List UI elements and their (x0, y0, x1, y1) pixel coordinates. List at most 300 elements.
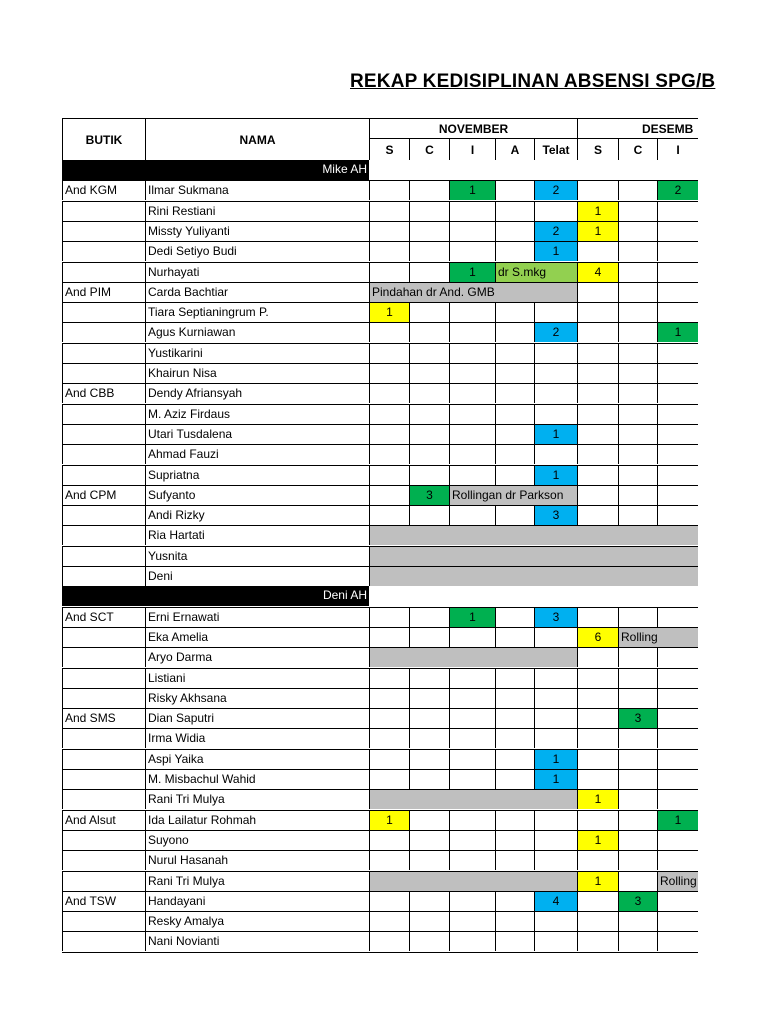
value-cell (449, 383, 495, 403)
butik-cell (62, 647, 145, 667)
value-cell (409, 810, 449, 830)
count-mark: 1 (577, 201, 618, 221)
note-span (369, 789, 577, 809)
value-cell (449, 363, 495, 383)
count-mark: 2 (534, 180, 577, 200)
value-cell (409, 769, 449, 789)
value-cell (369, 180, 409, 200)
section-mike-ah: Mike AH (62, 160, 369, 180)
value-cell (657, 607, 698, 627)
value-cell (657, 363, 698, 383)
value-cell (577, 647, 618, 667)
nama-cell: M. Aziz Firdaus (145, 404, 369, 424)
value-cell (369, 728, 409, 748)
nama-cell: Resky Amalya (145, 911, 369, 931)
value-cell (618, 343, 657, 363)
value-cell (495, 322, 534, 342)
value-cell (618, 201, 657, 221)
nama-cell: Sufyanto (145, 485, 369, 505)
count-mark: 1 (657, 322, 698, 342)
count-mark: 1 (369, 302, 409, 322)
value-cell (495, 769, 534, 789)
value-cell (657, 404, 698, 424)
value-cell (369, 850, 409, 870)
value-cell (495, 668, 534, 688)
value-cell (495, 891, 534, 911)
note-span: Pindahan dr And. GMB (369, 282, 577, 302)
count-mark: 3 (618, 891, 657, 911)
value-cell (657, 688, 698, 708)
value-cell (618, 830, 657, 850)
note-span: Rolling (657, 871, 698, 891)
value-cell (409, 505, 449, 525)
nama-cell: Dedi Setiyo Budi (145, 241, 369, 261)
value-cell (657, 383, 698, 403)
value-cell (449, 465, 495, 485)
value-cell (409, 931, 449, 951)
value-cell (534, 830, 577, 850)
value-cell (369, 627, 409, 647)
note-span (369, 546, 698, 566)
value-cell (618, 282, 657, 302)
value-cell (409, 465, 449, 485)
value-cell (495, 241, 534, 261)
butik-cell: And TSW (62, 891, 145, 911)
value-cell (618, 302, 657, 322)
butik-cell (62, 688, 145, 708)
value-cell (577, 485, 618, 505)
value-cell (577, 241, 618, 261)
nama-cell: Ria Hartati (145, 525, 369, 545)
count-mark: 1 (657, 810, 698, 830)
nama-cell: Carda Bachtiar (145, 282, 369, 302)
value-cell (657, 931, 698, 951)
value-cell (409, 363, 449, 383)
nama-cell: Yusnita (145, 546, 369, 566)
butik-cell: And PIM (62, 282, 145, 302)
nama-cell: Nurhayati (145, 262, 369, 282)
nama-cell: Irma Widia (145, 728, 369, 748)
butik-cell (62, 444, 145, 464)
value-cell (534, 688, 577, 708)
value-cell (409, 850, 449, 870)
value-cell (534, 363, 577, 383)
value-cell (369, 363, 409, 383)
nama-cell: Yustikarini (145, 343, 369, 363)
value-cell (409, 607, 449, 627)
value-cell (449, 404, 495, 424)
value-cell (369, 830, 409, 850)
value-cell (449, 769, 495, 789)
value-cell (618, 810, 657, 830)
count-mark: 3 (534, 505, 577, 525)
count-mark: 4 (577, 262, 618, 282)
butik-cell (62, 566, 145, 586)
value-cell (618, 221, 657, 241)
butik-cell (62, 424, 145, 444)
butik-cell (62, 871, 145, 891)
nama-cell: Ahmad Fauzi (145, 444, 369, 464)
value-cell (449, 322, 495, 342)
count-mark: 1 (534, 241, 577, 261)
butik-cell (62, 546, 145, 566)
value-cell (657, 465, 698, 485)
butik-cell (62, 627, 145, 647)
value-cell (534, 201, 577, 221)
value-cell (449, 241, 495, 261)
value-cell (409, 424, 449, 444)
value-cell (449, 201, 495, 221)
value-cell (409, 627, 449, 647)
note-span (369, 871, 577, 891)
value-cell (534, 931, 577, 951)
value-cell (618, 769, 657, 789)
value-cell (577, 749, 618, 769)
desember-header: DESEMB (577, 118, 698, 138)
value-cell (657, 201, 698, 221)
col-header-i: I (657, 138, 698, 160)
value-cell (618, 485, 657, 505)
value-cell (577, 465, 618, 485)
count-mark: 2 (657, 180, 698, 200)
value-cell (577, 810, 618, 830)
nama-cell: Ida Lailatur Rohmah (145, 810, 369, 830)
value-cell (657, 789, 698, 809)
value-cell (618, 180, 657, 200)
value-cell (409, 404, 449, 424)
value-cell (409, 830, 449, 850)
note-span (369, 525, 698, 545)
butik-cell (62, 830, 145, 850)
count-mark: 1 (449, 180, 495, 200)
value-cell (369, 241, 409, 261)
value-cell (449, 911, 495, 931)
value-cell (577, 931, 618, 951)
value-cell (618, 850, 657, 870)
count-mark: 1 (534, 424, 577, 444)
value-cell (534, 302, 577, 322)
butik-cell (62, 525, 145, 545)
butik-cell (62, 262, 145, 282)
value-cell (369, 749, 409, 769)
value-cell (618, 728, 657, 748)
table-bottom-border (62, 952, 698, 953)
value-cell (369, 201, 409, 221)
value-cell (534, 444, 577, 464)
value-cell (495, 465, 534, 485)
col-header-i: I (449, 138, 495, 160)
value-cell (618, 505, 657, 525)
value-cell (409, 241, 449, 261)
value-cell (495, 931, 534, 951)
value-cell (449, 830, 495, 850)
value-cell (495, 180, 534, 200)
value-cell (577, 769, 618, 789)
nama-cell: Aspi Yaika (145, 749, 369, 769)
value-cell (369, 931, 409, 951)
butik-cell (62, 505, 145, 525)
value-cell (618, 383, 657, 403)
count-mark: 1 (369, 810, 409, 830)
value-cell (369, 322, 409, 342)
value-cell (409, 302, 449, 322)
value-cell (409, 322, 449, 342)
value-cell (409, 728, 449, 748)
nama-header: NAMA (145, 118, 369, 160)
value-cell (449, 810, 495, 830)
value-cell (495, 810, 534, 830)
value-cell (618, 688, 657, 708)
value-cell (495, 708, 534, 728)
value-cell (449, 627, 495, 647)
nama-cell: Dian Saputri (145, 708, 369, 728)
value-cell (495, 688, 534, 708)
value-cell (577, 891, 618, 911)
value-cell (534, 728, 577, 748)
value-cell (369, 465, 409, 485)
value-cell (577, 911, 618, 931)
value-cell (449, 891, 495, 911)
value-cell (409, 262, 449, 282)
value-cell (449, 708, 495, 728)
value-cell (577, 180, 618, 200)
value-cell (534, 668, 577, 688)
col-header-telat: Telat (534, 138, 577, 160)
value-cell (495, 404, 534, 424)
note-span: Rollingan dr Parkson (449, 485, 577, 505)
value-cell (657, 891, 698, 911)
value-cell (577, 708, 618, 728)
value-cell (409, 911, 449, 931)
count-mark: 1 (577, 871, 618, 891)
butik-cell: And Alsut (62, 810, 145, 830)
nama-cell: Handayani (145, 891, 369, 911)
value-cell (534, 911, 577, 931)
value-cell (449, 688, 495, 708)
value-cell (577, 302, 618, 322)
nama-cell: Andi Rizky (145, 505, 369, 525)
value-cell (577, 505, 618, 525)
value-cell (449, 424, 495, 444)
value-cell (495, 302, 534, 322)
col-header-s: S (369, 138, 409, 160)
butik-cell (62, 241, 145, 261)
count-mark: 2 (534, 221, 577, 241)
butik-cell (62, 404, 145, 424)
value-cell (449, 343, 495, 363)
value-cell (618, 322, 657, 342)
value-cell (657, 221, 698, 241)
value-cell (409, 891, 449, 911)
value-cell (657, 647, 698, 667)
value-cell (495, 383, 534, 403)
value-cell (577, 728, 618, 748)
value-cell (534, 383, 577, 403)
value-cell (577, 322, 618, 342)
value-cell (657, 241, 698, 261)
value-cell (369, 708, 409, 728)
count-mark: 1 (534, 465, 577, 485)
value-cell (369, 891, 409, 911)
nama-cell: Utari Tusdalena (145, 424, 369, 444)
value-cell (449, 444, 495, 464)
note-span: dr S.mkg (495, 262, 577, 282)
count-mark: 1 (577, 830, 618, 850)
value-cell (449, 728, 495, 748)
value-cell (534, 810, 577, 830)
value-cell (369, 404, 409, 424)
value-cell (657, 728, 698, 748)
value-cell (618, 931, 657, 951)
nama-cell: Dendy Afriansyah (145, 383, 369, 403)
value-cell (495, 343, 534, 363)
value-cell (534, 627, 577, 647)
value-cell (495, 444, 534, 464)
value-cell (369, 444, 409, 464)
butik-cell (62, 728, 145, 748)
value-cell (369, 221, 409, 241)
butik-cell (62, 668, 145, 688)
nama-cell: Erni Ernawati (145, 607, 369, 627)
butik-cell (62, 322, 145, 342)
value-cell (657, 282, 698, 302)
count-mark: 1 (449, 607, 495, 627)
count-mark: 3 (409, 485, 449, 505)
nama-cell: Rani Tri Mulya (145, 789, 369, 809)
butik-cell (62, 363, 145, 383)
nama-cell: Suyono (145, 830, 369, 850)
value-cell (657, 668, 698, 688)
count-mark: 4 (534, 891, 577, 911)
value-cell (577, 607, 618, 627)
value-cell (449, 221, 495, 241)
value-cell (657, 505, 698, 525)
nama-cell: Nani Novianti (145, 931, 369, 951)
value-cell (577, 343, 618, 363)
butik-cell: And SCT (62, 607, 145, 627)
value-cell (449, 302, 495, 322)
butik-cell (62, 201, 145, 221)
value-cell (577, 688, 618, 708)
value-cell (618, 668, 657, 688)
value-cell (657, 485, 698, 505)
value-cell (534, 850, 577, 870)
value-cell (534, 343, 577, 363)
value-cell (409, 221, 449, 241)
butik-cell (62, 749, 145, 769)
count-mark: 1 (449, 262, 495, 282)
value-cell (618, 363, 657, 383)
value-cell (495, 728, 534, 748)
value-cell (577, 850, 618, 870)
value-cell (657, 769, 698, 789)
butik-cell (62, 221, 145, 241)
butik-cell (62, 302, 145, 322)
value-cell (495, 363, 534, 383)
count-mark: 3 (534, 607, 577, 627)
value-cell (369, 668, 409, 688)
count-mark: 1 (577, 221, 618, 241)
note-span (369, 566, 698, 586)
value-cell (495, 911, 534, 931)
value-cell (657, 302, 698, 322)
count-mark: 1 (577, 789, 618, 809)
value-cell (495, 627, 534, 647)
value-cell (449, 749, 495, 769)
value-cell (657, 262, 698, 282)
nama-cell: Tiara Septianingrum P. (145, 302, 369, 322)
value-cell (449, 931, 495, 951)
value-cell (495, 607, 534, 627)
value-cell (369, 769, 409, 789)
nama-cell: Rani Tri Mulya (145, 871, 369, 891)
value-cell (577, 282, 618, 302)
value-cell (577, 668, 618, 688)
value-cell (449, 850, 495, 870)
value-cell (449, 668, 495, 688)
value-cell (577, 363, 618, 383)
butik-cell: And SMS (62, 708, 145, 728)
november-header: NOVEMBER (369, 118, 577, 138)
nama-cell: Agus Kurniawan (145, 322, 369, 342)
value-cell (369, 505, 409, 525)
value-cell (657, 343, 698, 363)
value-cell (618, 241, 657, 261)
col-header-c: C (618, 138, 657, 160)
value-cell (409, 749, 449, 769)
note-span (369, 647, 577, 667)
value-cell (495, 221, 534, 241)
value-cell (369, 262, 409, 282)
value-cell (618, 911, 657, 931)
butik-cell (62, 911, 145, 931)
value-cell (369, 607, 409, 627)
value-cell (369, 485, 409, 505)
nama-cell: Nurul Hasanah (145, 850, 369, 870)
value-cell (657, 850, 698, 870)
nama-cell: Supriatna (145, 465, 369, 485)
nama-cell: Aryo Darma (145, 647, 369, 667)
count-mark: 3 (618, 708, 657, 728)
value-cell (495, 424, 534, 444)
butik-cell (62, 465, 145, 485)
value-cell (495, 850, 534, 870)
nama-cell: Listiani (145, 668, 369, 688)
value-cell (618, 262, 657, 282)
count-mark: 1 (534, 749, 577, 769)
value-cell (409, 708, 449, 728)
value-cell (369, 424, 409, 444)
butik-cell: And CPM (62, 485, 145, 505)
value-cell (409, 444, 449, 464)
value-cell (409, 688, 449, 708)
value-cell (657, 424, 698, 444)
value-cell (657, 444, 698, 464)
butik-cell: And CBB (62, 383, 145, 403)
value-cell (618, 607, 657, 627)
value-cell (409, 201, 449, 221)
butik-cell (62, 789, 145, 809)
value-cell (369, 343, 409, 363)
value-cell (657, 911, 698, 931)
value-cell (495, 505, 534, 525)
value-cell (449, 505, 495, 525)
butik-cell (62, 769, 145, 789)
value-cell (495, 201, 534, 221)
value-cell (657, 830, 698, 850)
value-cell (657, 749, 698, 769)
value-cell (657, 708, 698, 728)
